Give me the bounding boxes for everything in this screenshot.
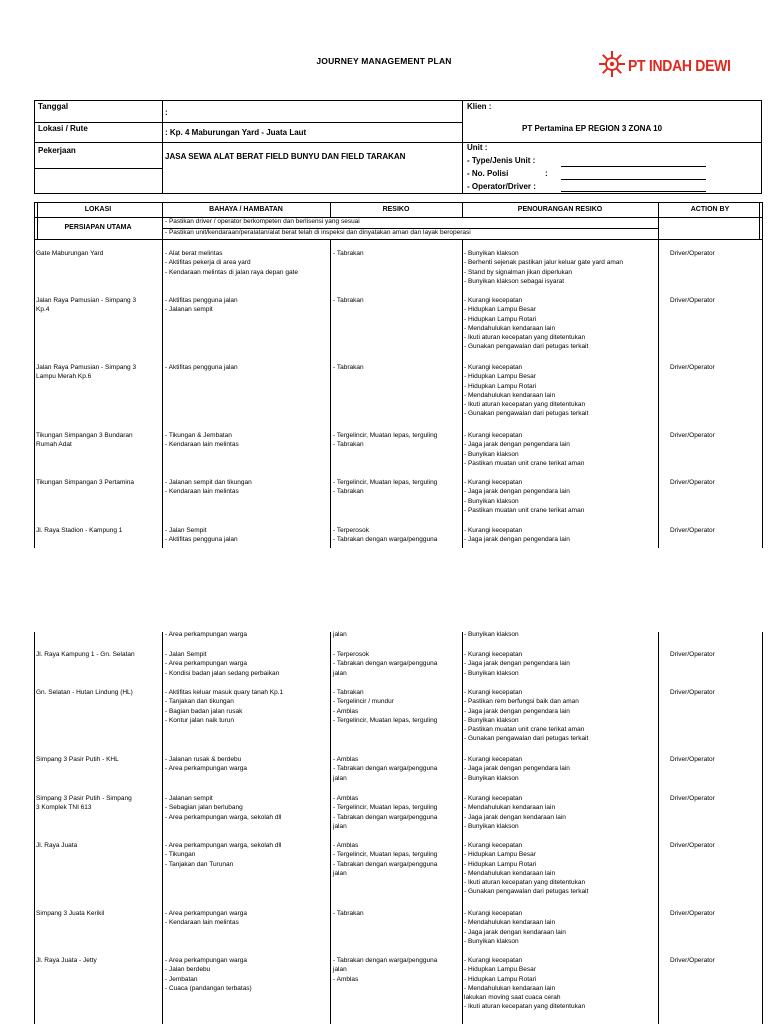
cell-bahaya: - Aktifitas pengguna jalan xyxy=(165,364,238,371)
cell-bahaya: - Jalanan sempit dan tikungan - Kendaraan lain melintas xyxy=(165,479,252,496)
cell-pengurangan: - Kurangi kecepatan - Hidupkan Lampu Besar - Hidupkan Lampu Rotari - Mendahulukan kendaraan lain - Ikuti aturan kecepatan yang ditetentukan - Gunakan pengawalan dari petugas terkait xyxy=(464,297,589,351)
cell-pengurangan: - Kurangi kecepatan - Jaga jarak dengan pengendara lain - Bunyikan klakson - Pastikan muatan unit crane terikat aman xyxy=(464,479,585,514)
cell-pengurangan: - Kurangi kecepatan - Hidupkan Lampu Besar - Hidupkan Lampu Rotari - Mendahulukan kendaraan lain - Ikuti aturan kecepatan yang ditetentukan - Gunakan pengawalan dari petugas terkait xyxy=(464,364,589,418)
cell-action: Driver/Operator xyxy=(670,689,715,696)
persiapan-item: - Pastikan unit/kendaraan/peralatan/alat berat telah di inspeksi dan dinyatakan aman dan layak beroperasi xyxy=(165,229,471,236)
cell-bahaya: - Jalanan rusak & berdebu - Area perkampungan warga xyxy=(165,756,248,773)
cell-action: Driver/Operator xyxy=(670,795,715,802)
cell-pengurangan: - Kurangi kecepatan - Hidupkan Lampu Besar - Hidupkan Lampu Rotari - Mendahulukan kendaraan lain - Ikuti aturan kecepatan yang ditetentukan - Gunakan pengawalan dari petugas terkait xyxy=(464,842,589,896)
cell-bahaya: - Aktifitas keluar masuk quary tanah Kp.1 - Tanjakan dan tikungan - Bagian badan jalan rusak - Kontur jalan naik turun xyxy=(165,689,284,724)
cell-bahaya: - Area perkampungan warga, sekolah dll - Tikungan - Tanjakan dan Turunan xyxy=(165,842,282,868)
tanggal-label: Tanggal xyxy=(38,102,69,111)
cell-resiko: - Tabrakan xyxy=(333,250,364,257)
cell-action: Driver/Operator xyxy=(670,910,715,917)
no-polisi-label: - No. Polisi xyxy=(467,169,509,178)
cell-resiko: - Tabrakan xyxy=(333,364,364,371)
cell-lokasi: Gate Maburungan Yard xyxy=(36,250,104,257)
cell-pengurangan: - Bunyikan klakson xyxy=(464,631,519,638)
cell-pengurangan: - Kurangi kecepatan - Pastikan rem berfungsi baik dan aman - Jaga jarak dengan pengendara lain - Bunyikan klakson - Pastikan muatan unit crane terikat aman - Gunakan pengawalan dari petugas terkait xyxy=(464,689,589,743)
cell-action: Driver/Operator xyxy=(670,842,715,849)
operator-driver-label: - Operator/Driver : xyxy=(467,182,536,191)
cell-lokasi: Jl. Raya Juata xyxy=(36,842,78,849)
col-resiko: RESIKO xyxy=(382,206,410,213)
cell-pengurangan: - Bunyikan klakson - Berhenti sejenak pastikan jalur keluar gate yard aman - Stand by signalman jikan diperlukan - Bunyikan klakson sebagai isyarat xyxy=(464,250,623,285)
logo-text: PT INDAH DEWI xyxy=(628,56,731,75)
cell-lokasi: Simpang 3 Juata Kerikil xyxy=(36,910,105,917)
cell-resiko: - Amblas - Tabrakan dengan warga/pengguna jalan xyxy=(333,756,438,782)
persiapan-utama-label: PERSIAPAN UTAMA xyxy=(64,224,132,231)
cell-action: Driver/Operator xyxy=(670,364,715,371)
unit-label: Unit : xyxy=(467,143,488,152)
cell-resiko: - Tabrakan xyxy=(333,910,364,917)
cell-lokasi: Jl. Raya Kampung 1 - Gn. Selatan xyxy=(36,651,135,658)
col-lokasi: LOKASI xyxy=(84,206,112,213)
cell-resiko: - Tergelincir, Muatan lepas, terguling - Tabrakan xyxy=(333,432,438,449)
cell-action: Driver/Operator xyxy=(670,432,715,439)
lokasi-value: : Kp. 4 Maburungan Yard - Juata Laut xyxy=(165,128,307,137)
cell-resiko: - Tabrakan xyxy=(333,297,364,304)
cell-lokasi: Jl. Raya Stadion - Kampung 1 xyxy=(36,527,123,534)
cell-lokasi: Tikungan Simpangan 3 Bundaran Rumah Adat xyxy=(36,432,133,449)
cell-action: Driver/Operator xyxy=(670,479,715,486)
cell-resiko: - Terperosok - Tabrakan dengan warga/pengguna jalan xyxy=(333,651,438,677)
cell-pengurangan: - Kurangi kecepatan - Jaga jarak dengan pengendara lain - Bunyikan klakson xyxy=(464,756,570,782)
cell-pengurangan: - Kurangi kecepatan - Mendahulukan kendaraan lain - Jaga jarak dengan kendaraan lain - Bunyikan klakson xyxy=(464,795,566,830)
cell-pengurangan: - Kurangi kecepatan - Hidupkan Lampu Besar - Hidupkan Lampu Rotari - Mendahulukan kendaraan lain lakukan moving saat cuaca cerah - Ikuti aturan kecepatan yang ditetentukan xyxy=(464,957,586,1011)
no-polisi-colon: : xyxy=(545,169,548,178)
cell-action: Driver/Operator xyxy=(670,250,715,257)
pekerjaan-label: Pekerjaan xyxy=(38,146,76,155)
cell-resiko: - Terperosok - Tabrakan dengan warga/pengguna xyxy=(333,527,438,544)
cell-resiko: - Amblas - Tergelincir, Muatan lepas, terguling - Tabrakan dengan warga/pengguna jalan xyxy=(333,795,438,830)
lokasi-label: Lokasi / Rute xyxy=(38,124,88,133)
klien-value: PT Pertamina EP REGION 3 ZONA 10 xyxy=(522,124,663,133)
cell-resiko: jalan xyxy=(333,631,347,638)
cell-resiko: - Tabrakan dengan warga/pengguna jalan - Amblas xyxy=(333,957,438,983)
cell-action: Driver/Operator xyxy=(670,756,715,763)
cell-pengurangan: - Kurangi kecepatan - Jaga jarak dengan pengendara lain - Bunyikan klakson - Pastikan muatan unit crane terikat aman xyxy=(464,432,585,467)
logo-emblem-icon xyxy=(598,50,626,78)
cell-lokasi: Jalan Raya Pamusian - Simpang 3 Kp.4 xyxy=(36,297,137,314)
type-unit-label: - Type/Jenis Unit : xyxy=(467,156,536,165)
cell-bahaya: - Aktifitas pengguna jalan - Jalanan sempit xyxy=(165,297,238,314)
document-title: JOURNEY MANAGEMENT PLAN xyxy=(316,56,452,66)
col-action-by: ACTION BY xyxy=(690,206,730,213)
cell-bahaya: - Alat berat melintas - Aktifitas pekerja di area yard - Kendaraan melintas di jalan raya depan gate xyxy=(165,250,298,276)
cell-pengurangan: - Kurangi kecepatan - Jaga jarak dengan pengendara lain - Bunyikan klakson xyxy=(464,651,570,677)
company-logo xyxy=(598,50,738,82)
cell-bahaya: - Jalanan sempit - Sebagian jalan berlubang - Area perkampungan warga, sekolah dll xyxy=(165,795,282,821)
cell-bahaya: - Jalan Sempit - Aktifitas pengguna jalan xyxy=(165,527,238,544)
col-pengurangan: PENOURANGAN RESIKO xyxy=(517,206,603,213)
cell-lokasi: Gn. Selatan - Hutan Lindung (HL) xyxy=(36,689,133,696)
cell-resiko: - Amblas - Tergelincir, Muatan lepas, terguling - Tabrakan dengan warga/pengguna jalan xyxy=(333,842,438,877)
cell-action: Driver/Operator xyxy=(670,957,715,964)
persiapan-item: - Pastikan driver / operator berkompeten dan berlisensi yang sesuai xyxy=(165,218,360,225)
cell-lokasi: Jalan Raya Pamusian - Simpang 3 Lampu Merah Kp.6 xyxy=(36,364,137,381)
cell-resiko: - Tergelincir, Muatan lepas, terguling - Tabrakan xyxy=(333,479,438,496)
cell-bahaya: - Area perkampungan warga xyxy=(165,631,248,638)
pekerjaan-value: JASA SEWA ALAT BERAT FIELD BUNYU DAN FIELD TARAKAN xyxy=(165,152,406,161)
cell-pengurangan: - Kurangi kecepatan - Mendahulukan kendaraan lain - Jaga jarak dengan kendaraan lain - Bunyikan klakson xyxy=(464,910,566,945)
cell-lokasi: Jl. Raya Juata - Jetty xyxy=(36,957,97,964)
cell-bahaya: - Tikungan & Jembatan - Kendaraan lain melintas xyxy=(165,432,239,449)
cell-action: Driver/Operator xyxy=(670,297,715,304)
cell-action: Driver/Operator xyxy=(670,651,715,658)
cell-resiko: - Tabrakan - Tergelincir / mundur - Amblas - Tergelincir, Muatan lepas, terguling xyxy=(333,689,438,724)
klien-label: Klien : xyxy=(467,102,492,111)
cell-bahaya: - Jalan Sempit - Area perkampungan warga - Kondisi badan jalan sedang perbaikan xyxy=(165,651,280,677)
cell-action: Driver/Operator xyxy=(670,527,715,534)
cell-lokasi: Tikungan Simpangan 3 Pertamina xyxy=(36,479,135,486)
cell-lokasi: Simpang 3 Pasir Putih - KHL xyxy=(36,756,119,763)
cell-pengurangan: - Kurangi kecepatan - Jaga jarak dengan pengendara lain xyxy=(464,527,570,544)
cell-bahaya: - Area perkampungan warga - Kendaraan lain melintas xyxy=(165,910,248,927)
tanggal-value: : xyxy=(165,108,168,117)
cell-bahaya: - Area perkampungan warga - Jalan berdebu - Jembatan - Cuaca (pandangan terbatas) xyxy=(165,957,252,992)
col-bahaya: BAHAYA / HAMBATAN xyxy=(209,206,283,213)
cell-lokasi: Simpang 3 Pasir Putih - Simpang 3 Komplek TNI 613 xyxy=(36,795,132,812)
